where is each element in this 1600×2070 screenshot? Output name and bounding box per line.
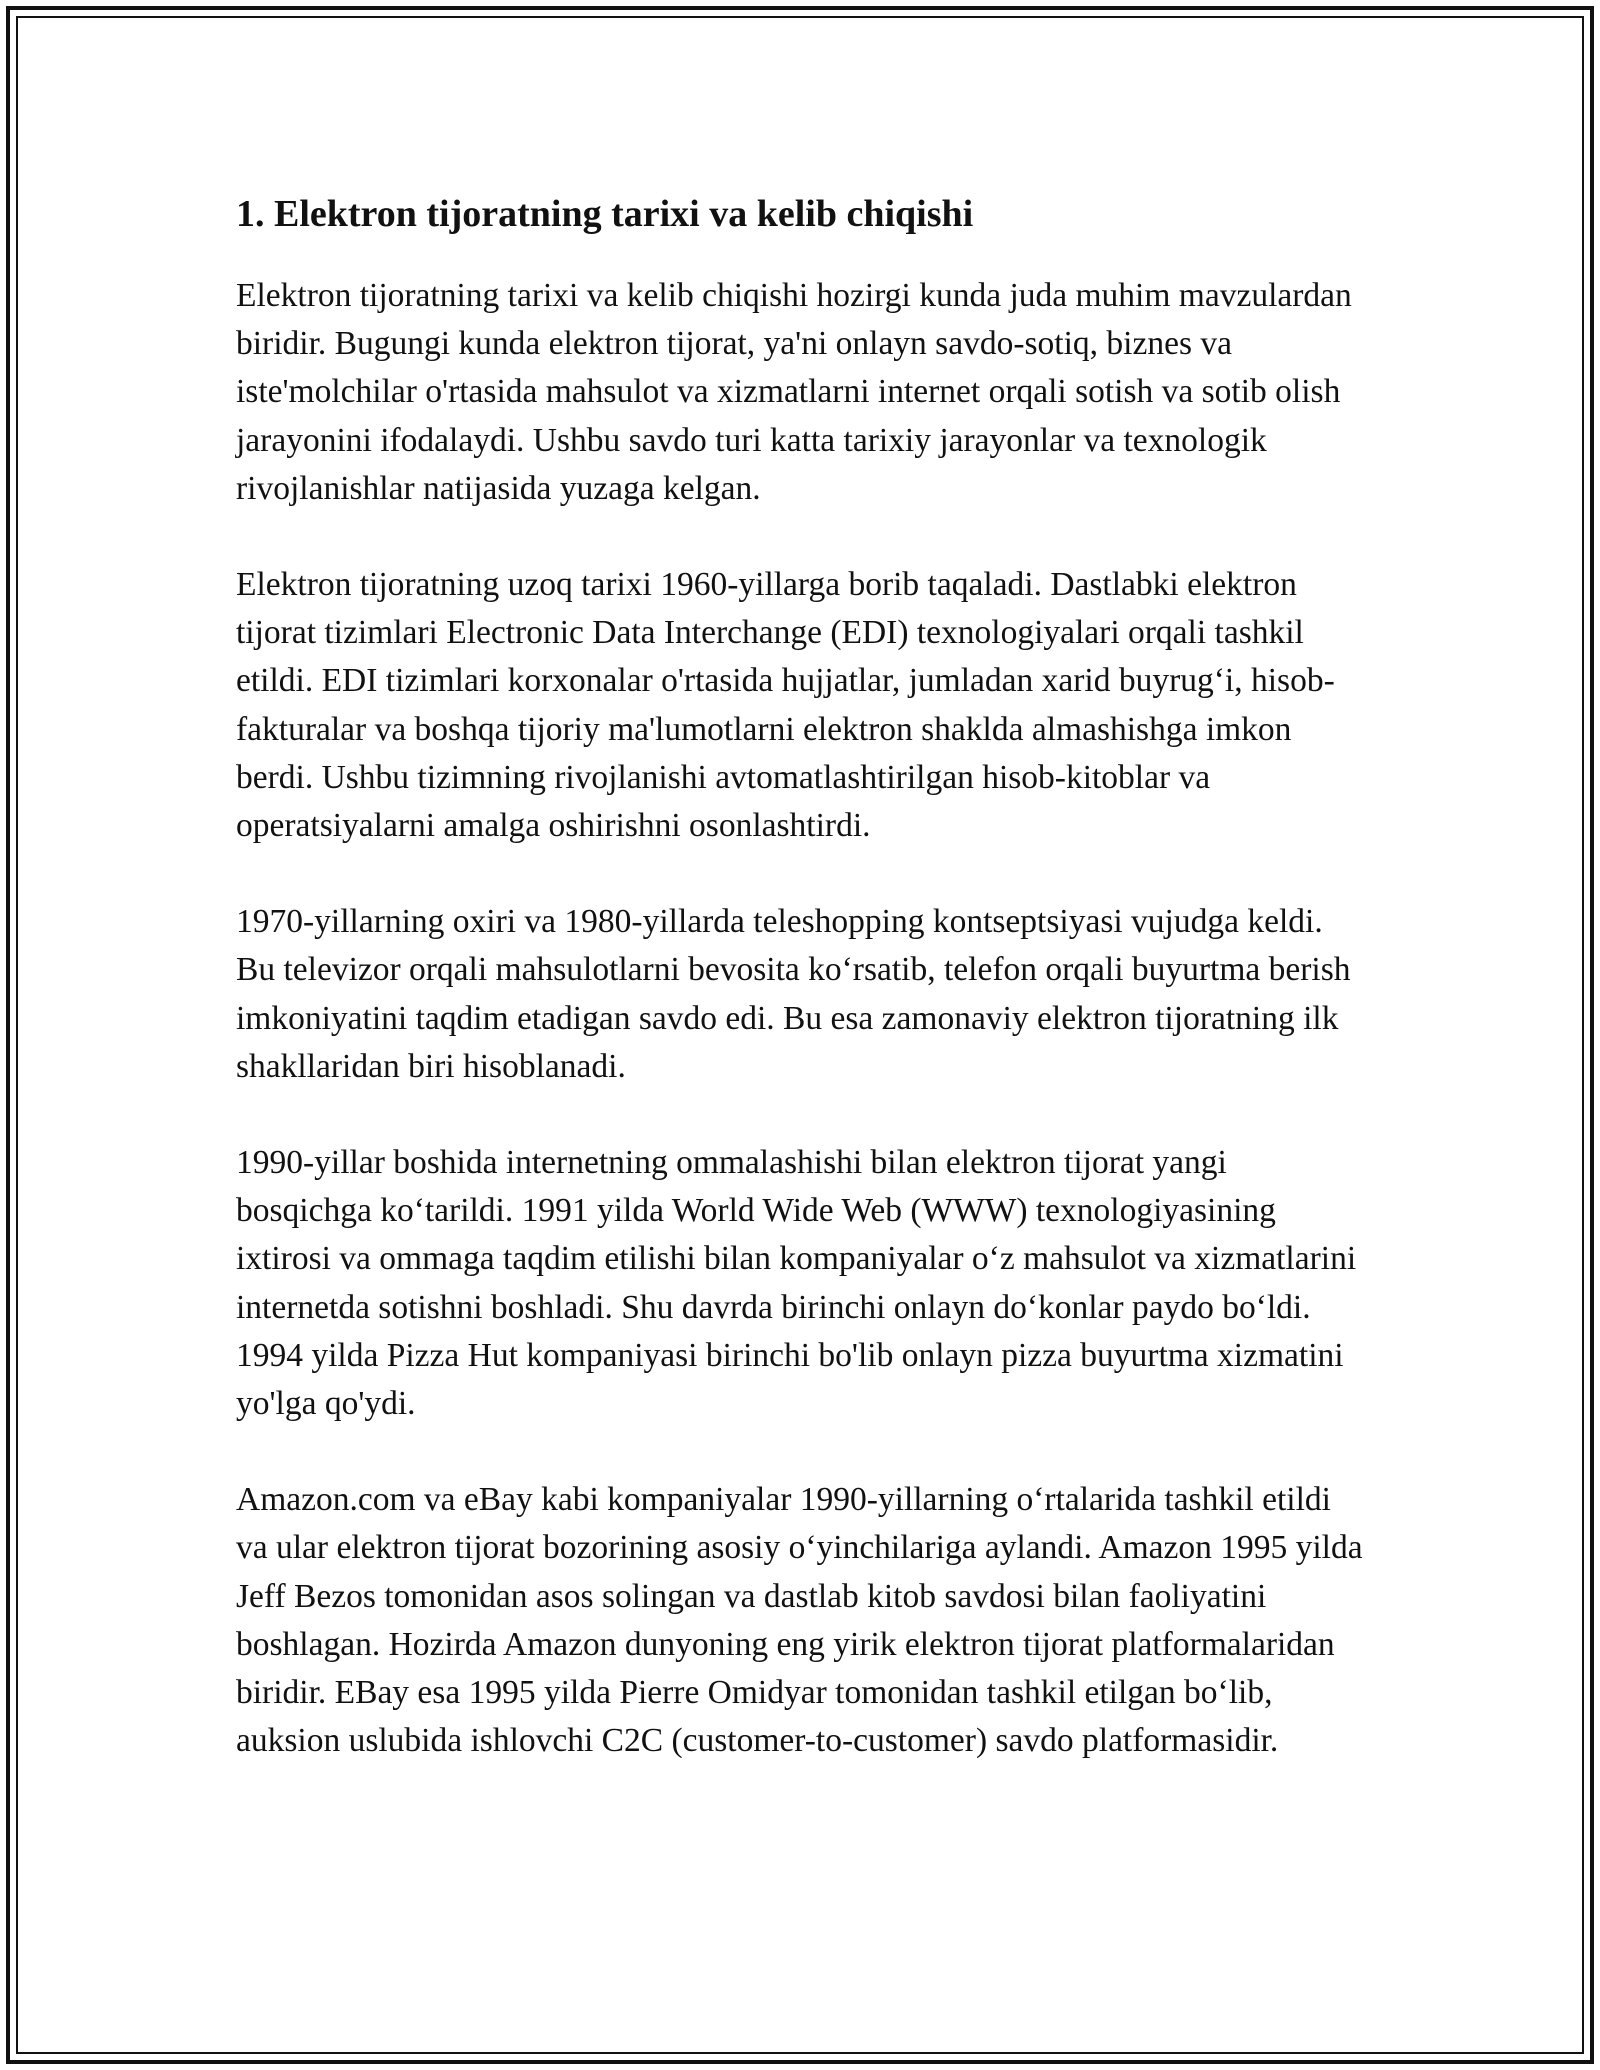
paragraph-teleshopping: 1970-yillarning oxiri va 1980-yillarda teleshopping kontseptsiyasi vujudga keldi. Bu televizor orqali mahsulotlarni bevosita ko‘rsatib, telefon orqali buyurtma berish imkoniyatini taqdim etadigan savdo edi. Bu esa zamonaviy elektron tijoratning ilk shakllaridan biri hisoblanadi. (236, 903, 1351, 1085)
paragraph-intro: Elektron tijoratning tarixi va kelib chiqishi hozirgi kunda juda muhim mavzulardan biridir. Bugungi kunda elektron tijorat, ya'ni onlayn savdo-sotiq, biznes va iste'molchilar o'rtasida mahsulot va xizmatlarni internet orqali sotish va sotib olish jarayonini ifodalaydi. Ushbu savdo turi katta tarixiy jarayonlar va texnologik rivojlanishlar natijasida yuzaga kelgan. (236, 277, 1352, 507)
section-heading: 1. Elektron tijoratning tarixi va kelib chiqishi (236, 193, 974, 235)
paragraph-internet-era: 1990-yillar boshida internetning ommalashishi bilan elektron tijorat yangi bosqichga ko‘tarildi. 1991 yilda World Wide Web (WWW) texnologiyasining ixtirosi va ommaga taqdim etilishi bilan kompaniyalar o‘z mahsulot va xizmatlarini internetda sotishni boshladi. Shu davrda birinchi onlayn do‘konlar paydo bo‘ldi. 1994 yilda Pizza Hut kompaniyasi birinchi bo'lib onlayn pizza buyurtma xizmatini yo'lga qo'ydi. (236, 1144, 1357, 1423)
document-body (236, 186, 1366, 1813)
paragraph-edi-history: Elektron tijoratning uzoq tarixi 1960-yillarga borib taqaladi. Dastlabki elektron tijorat tizimlari Electronic Data Interchange (EDI) texnologiyalari orqali tashkil etildi. EDI tizimlari korxonalar o'rtasida hujjatlar, jumladan xarid buyrug‘i, hisob-fakturalar va boshqa tijoriy ma'lumotlarni elektron shaklda almashishga imkon berdi. Ushbu tizimning rivojlanishi avtomatlashtirilgan hisob-kitoblar va operatsiyalarni amalga oshirishni osonlashtirdi. (236, 566, 1335, 845)
paragraph-amazon-ebay: Amazon.com va eBay kabi kompaniyalar 1990-yillarning o‘rtalarida tashkil etildi va ular elektron tijorat bozorining asosiy o‘yinchilariga aylandi. Amazon 1995 yilda Jeff Bezos tomonidan asos solingan va dastlab kitob savdosi bilan faoliyatini boshlagan. Hozirda Amazon dunyoning eng yirik elektron tijorat platformalaridan biridir. EBay esa 1995 yilda Pierre Omidyar tomonidan tashkil etilgan bo‘lib, auksion uslubida ishlovchi C2C (customer-to-customer) savdo platformasidir. (236, 1481, 1363, 1760)
